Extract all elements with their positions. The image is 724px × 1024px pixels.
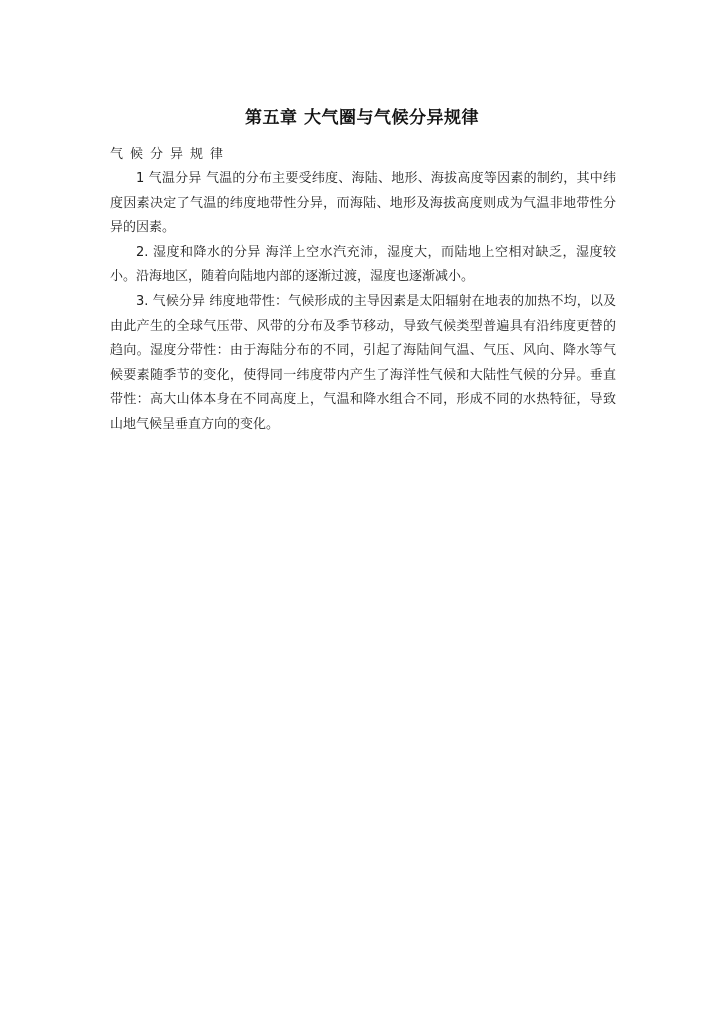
paragraph-humidity: 2. 湿度和降水的分异 海洋上空水汽充沛，湿度大，而陆地上空相对缺乏，湿度较小。沿海地区，随着向陆地内部的逐渐过渡，湿度也逐渐减小。 xyxy=(110,244,616,285)
chapter-title: 第五章 大气圈与气候分异规律 xyxy=(245,108,479,128)
paragraph-temperature: 1 气温分异 气温的分布主要受纬度、海陆、地形、海拔高度等因素的制约，其中纬度因素决定了气温的纬度地带性分异，而海陆、地形及海拔高度则成为气温非地带性分异的因素。 xyxy=(110,171,616,236)
section-heading: 气候分异规律 xyxy=(110,147,231,162)
paragraph-climate: 3. 气候分异 纬度地带性：气候形成的主导因素是太阳辐射在地表的加热不均，以及由此产生的全球气压带、风带的分布及季节移动，导致气候类型普遍具有沿纬度更替的趋向。湿度分带性：由于海陆分布的不同，引起了海陆间气温、气压、风向、降水等气候要素随季节的变化，使得同一纬度带内产生了海洋性气候和大陆性气候的分异。垂直带性：高大山体本身在不同高度上，气温和降水组合不同，形成不同的水热特征，导致山地气候呈垂直方向的变化。 xyxy=(110,293,616,432)
body-text xyxy=(110,167,616,438)
